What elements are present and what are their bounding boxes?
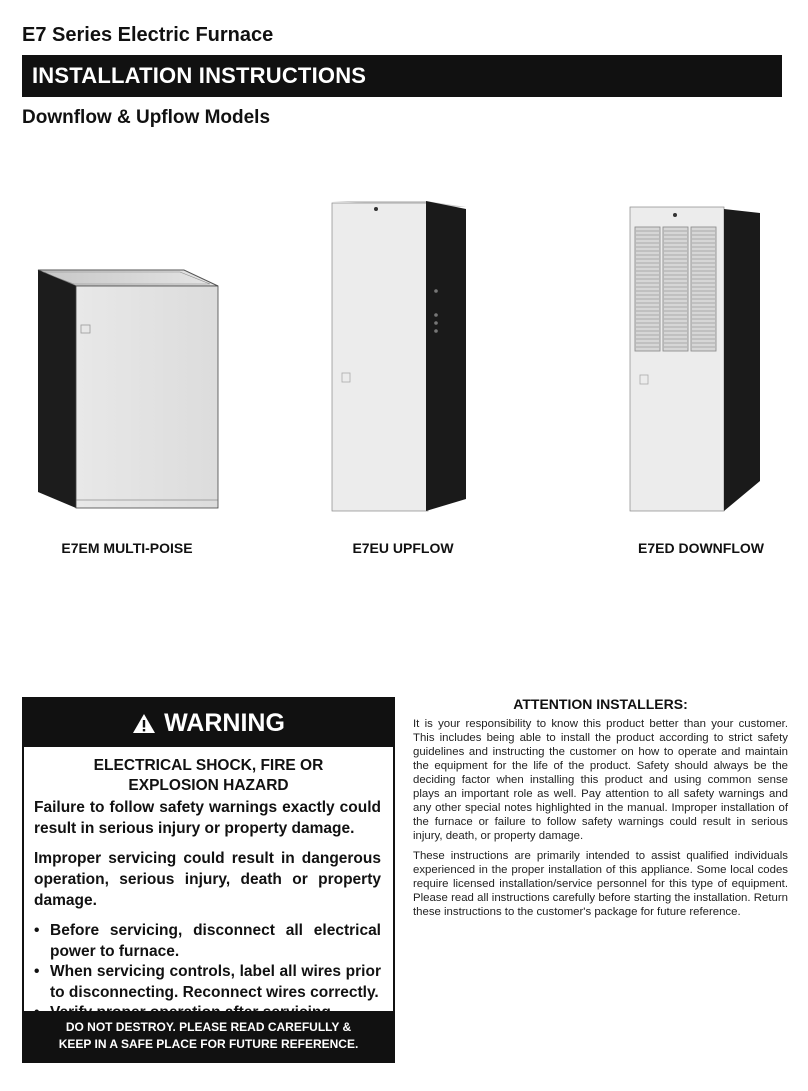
warning-box [22, 697, 395, 1063]
attention-installers-heading: ATTENTION INSTALLERS: [513, 696, 688, 712]
e7eu-furnace-image [330, 197, 480, 515]
hazard-line-2: EXPLOSION HAZARD [128, 777, 289, 794]
warning-bullet-list [34, 921, 381, 1024]
warning-header [24, 699, 393, 747]
installation-banner: INSTALLATION INSTRUCTIONS [22, 55, 782, 97]
warning-footer-line-1: DO NOT DESTROY. PLEASE READ CAREFULLY & [65, 1020, 352, 1034]
warning-footer [24, 1011, 393, 1061]
warning-paragraph-1: Failure to follow safety warnings exactly could result in serious injury or property damage. [34, 799, 381, 837]
warning-bullet: • When servicing controls, label all wires prior to disconnecting. Reconnect wires correctly. [34, 962, 381, 1003]
caption-e7ed: E7ED DOWNFLOW [638, 540, 764, 556]
warning-title: WARNING [164, 708, 285, 737]
attention-paragraph-2: These instructions are primarily intended to assist qualified individuals experienced in the proper installation of this appliance. Some local codes require licensed installation/service personnel for this type of equipment. Please read all instructions carefully before starting the installation. Return these instructions to the customer's package for future reference. [413, 850, 788, 918]
warning-footer-line-2: KEEP IN A SAFE PLACE FOR FUTURE REFERENCE. [58, 1037, 359, 1051]
attention-paragraph-1: It is your responsibility to know this product better than your customer. This includes being able to install the product according to strict safety guidelines and instructing the customer on how to operate and maintain the equipment for the life of the product. Safety should always be the deciding factor when installing this product and using common sense plays an important role as well. Pay attention to all safety warnings and any other special notes highlighted in the manual. Improper installation of the furnace or failure to follow safety warnings could result in serious injury, death, or property damage. [413, 718, 788, 842]
e7ed-furnace-image [628, 205, 768, 515]
caption-e7eu: E7EU UPFLOW [352, 540, 454, 556]
hazard-line-1: ELECTRICAL SHOCK, FIRE OR [93, 757, 324, 774]
models-subtitle: Downflow & Upflow Models [22, 107, 271, 128]
e7em-furnace-image [34, 262, 224, 510]
warning-bullet: • Before servicing, disconnect all electrical power to furnace. [34, 921, 381, 962]
warning-triangle-icon [132, 713, 156, 734]
hazard-heading [32, 756, 385, 796]
series-title: E7 Series Electric Furnace [22, 24, 274, 46]
caption-e7em: E7EM MULTI-POISE [61, 540, 193, 556]
warning-paragraph-2: Improper servicing could result in dangerous operation, serious injury, death or property damage. [34, 850, 381, 909]
